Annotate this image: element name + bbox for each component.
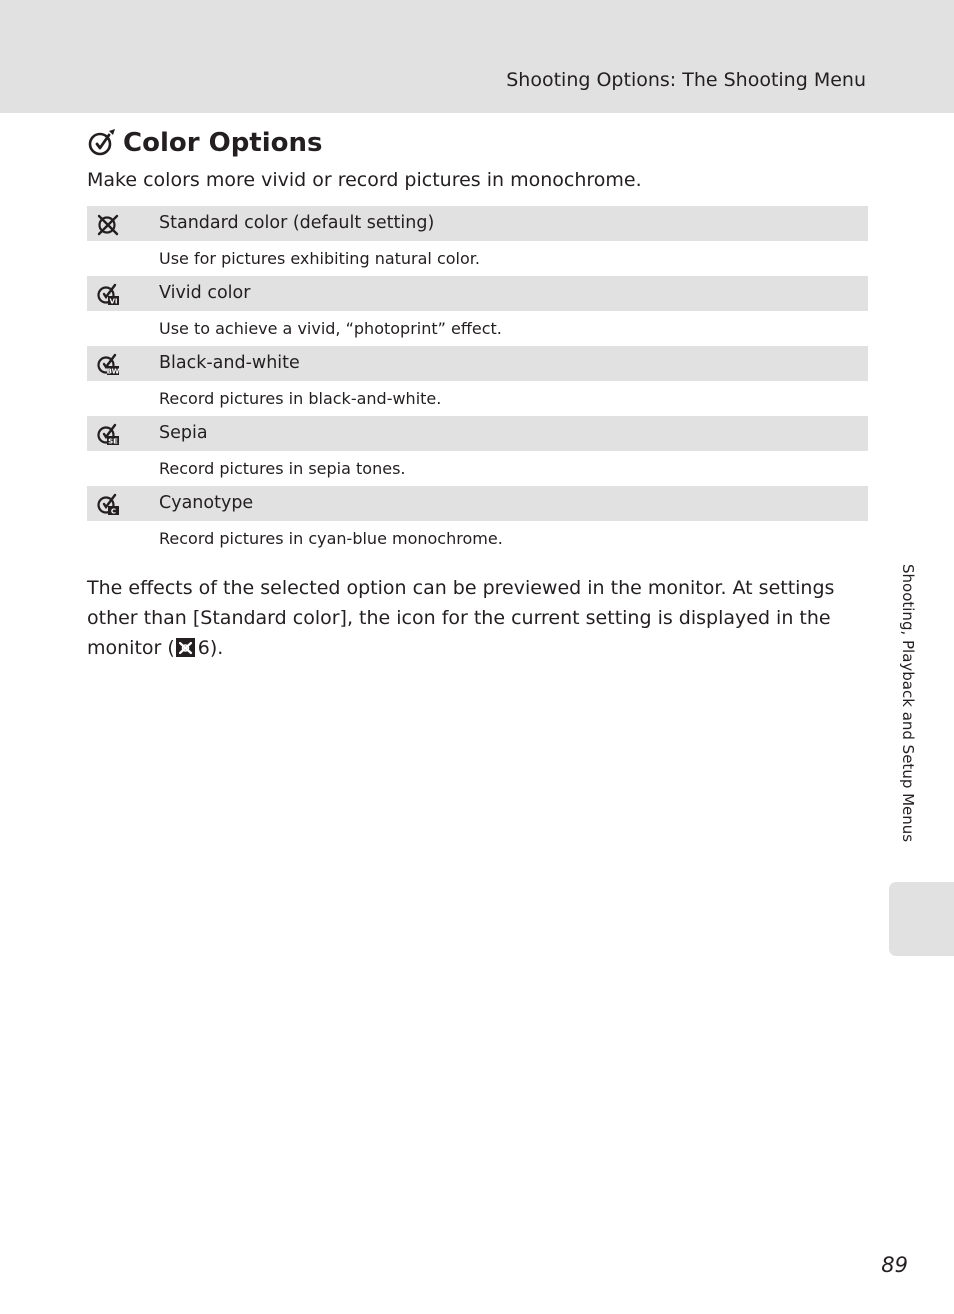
- page-number: 89: [881, 1253, 908, 1277]
- cyanotype-icon: [96, 492, 120, 516]
- option-description: Use for pictures exhibiting natural color.: [159, 249, 480, 268]
- color-options-icon: [87, 127, 119, 159]
- header-band: [0, 0, 954, 113]
- option-row-cyanotype: [87, 486, 868, 521]
- side-section-label: Shooting, Playback and Setup Menus: [899, 564, 917, 843]
- page-reference-icon: [176, 638, 195, 657]
- option-description-row: [87, 311, 868, 346]
- option-label: Sepia: [159, 423, 208, 443]
- page-reference-number: 6: [197, 637, 210, 659]
- body-paragraph: [87, 573, 847, 663]
- section-title-text: Color Options: [123, 128, 323, 158]
- option-row-black-and-white: [87, 346, 868, 381]
- sepia-icon: [96, 422, 120, 446]
- option-label: Black-and-white: [159, 353, 300, 373]
- body-text: The effects of the selected option can be previewed in the monitor. At settings other than [Standard color], the icon for the current setting is displayed in the monitor (: [87, 577, 835, 659]
- option-label: Cyanotype: [159, 493, 254, 513]
- header-title: Shooting Options: The Shooting Menu: [506, 69, 866, 91]
- standard-color-icon: [96, 212, 120, 236]
- option-description: Record pictures in sepia tones.: [159, 459, 406, 478]
- black-and-white-icon: [96, 352, 120, 376]
- option-label: Standard color (default setting): [159, 213, 435, 233]
- option-description: Record pictures in cyan-blue monochrome.: [159, 529, 503, 548]
- svg-text:BW: BW: [106, 367, 120, 376]
- options-table: [87, 206, 868, 556]
- body-text-end: ).: [209, 637, 224, 659]
- option-description-row: [87, 241, 868, 276]
- vivid-color-icon: [96, 282, 120, 306]
- section-intro: Make colors more vivid or record pictures in monochrome.: [87, 169, 642, 191]
- option-row-vivid-color: [87, 276, 868, 311]
- side-section-tab: [889, 882, 954, 956]
- option-description-row: [87, 451, 868, 486]
- option-description: Use to achieve a vivid, “photoprint” effect.: [159, 319, 502, 338]
- option-description: Record pictures in black-and-white.: [159, 389, 442, 408]
- section-title: [87, 123, 323, 163]
- option-row-sepia: [87, 416, 868, 451]
- option-label: Vivid color: [159, 283, 251, 303]
- option-row-standard-color: [87, 206, 868, 241]
- svg-text:VI: VI: [109, 297, 118, 306]
- option-description-row: [87, 521, 868, 556]
- svg-text:SE: SE: [108, 437, 118, 446]
- svg-text:C: C: [110, 507, 117, 516]
- option-description-row: [87, 381, 868, 416]
